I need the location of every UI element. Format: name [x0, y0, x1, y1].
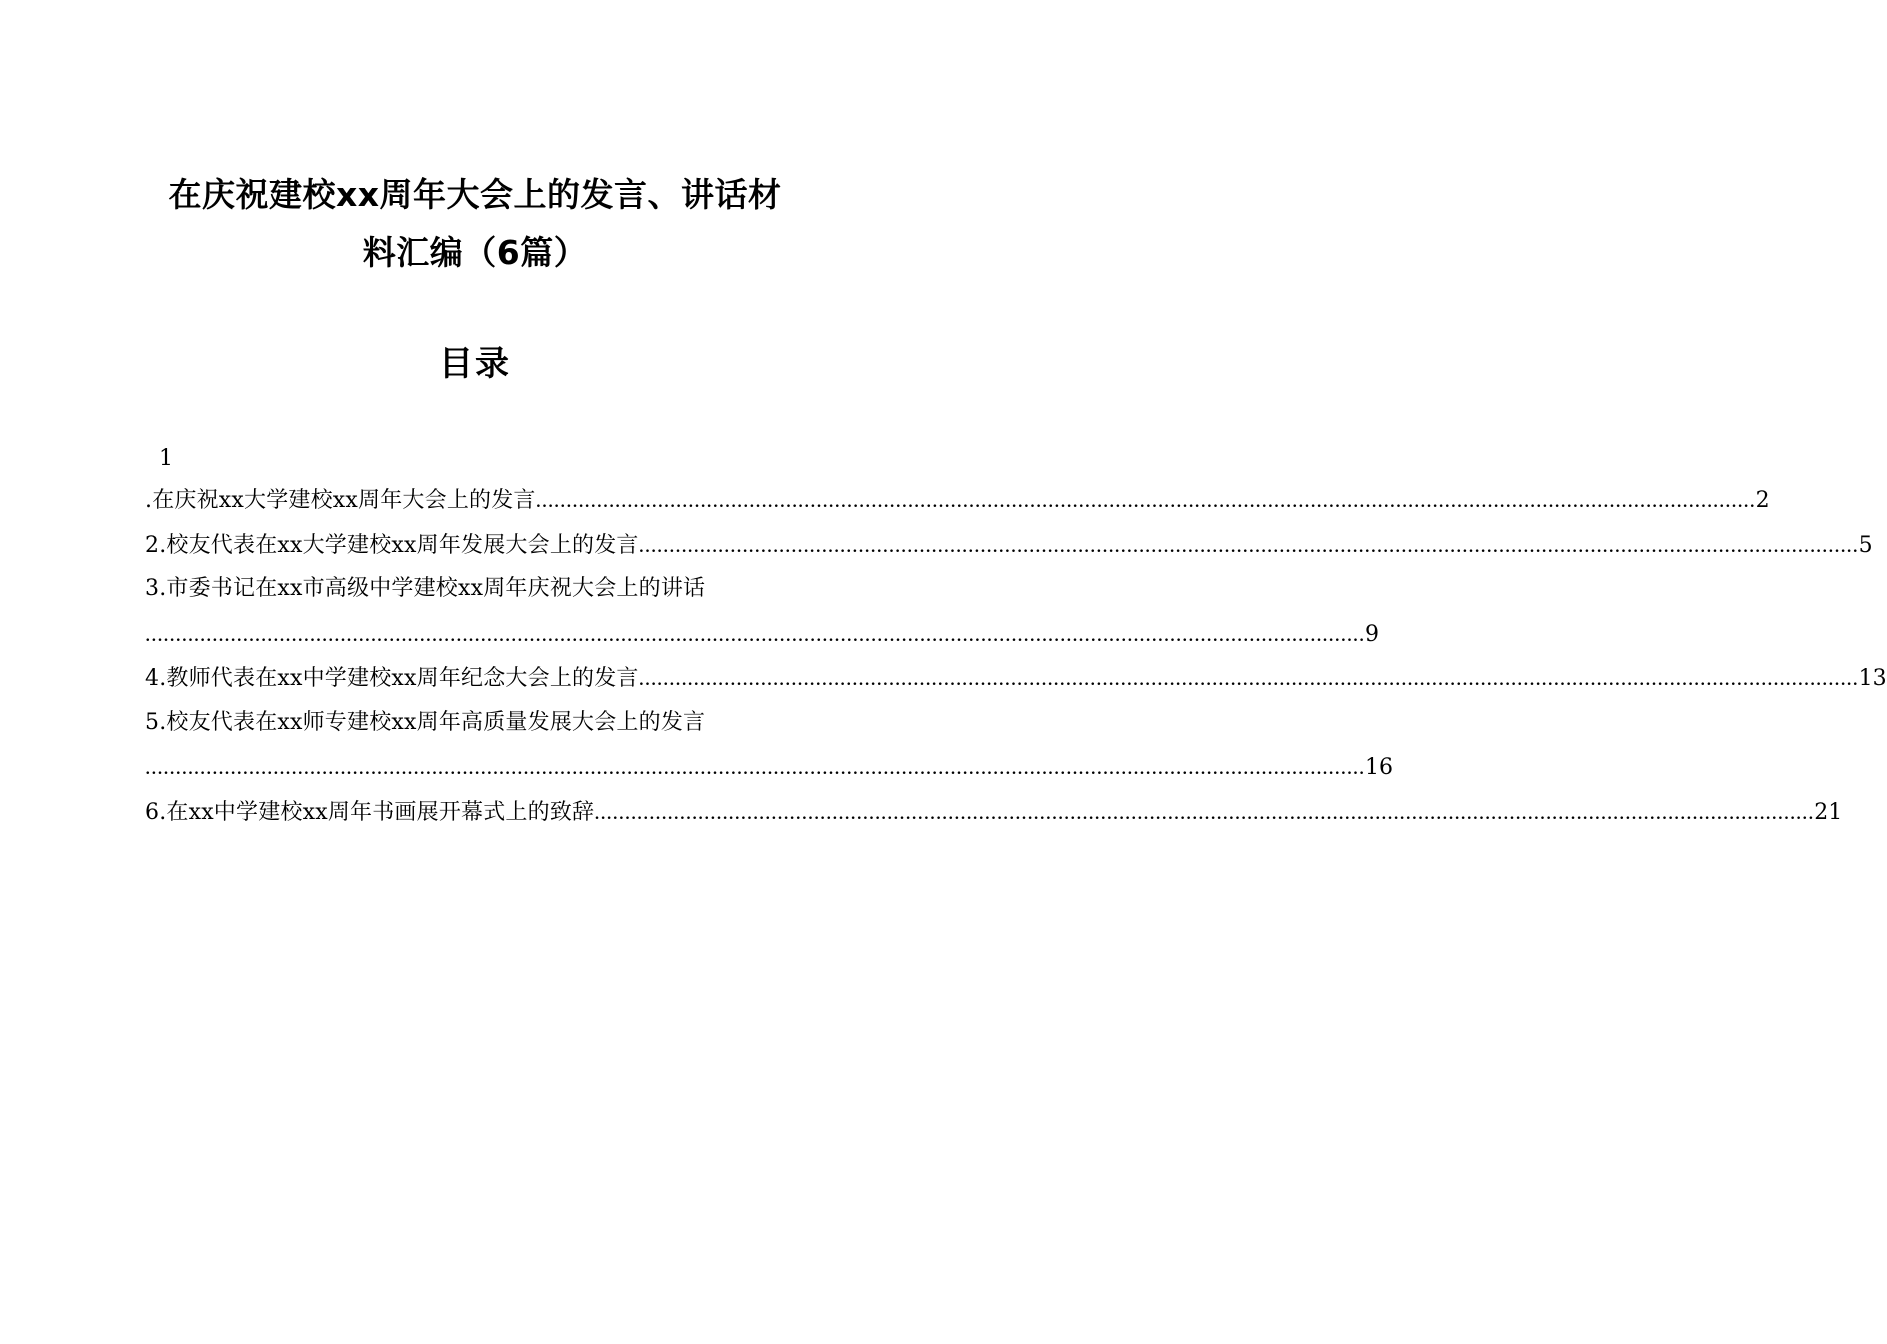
toc-entry-2-title: 2.校友代表在xx大学建校xx周年发展大会上的发言 — [145, 532, 639, 558]
toc-entry-3-page: 9 — [1365, 621, 1379, 647]
toc-entry-5[interactable] — [145, 701, 805, 746]
toc-entry-4-page: 13 — [1858, 666, 1887, 691]
toc-leader-dots: ........................................................................................................................................................................................................ — [638, 665, 1859, 690]
toc-entry-1-number: 1 — [159, 446, 173, 471]
toc-leader-dots: ........................................................................................................................................................................................................ — [145, 620, 1365, 646]
toc-entry-5-continuation[interactable] — [145, 745, 1393, 790]
document-title — [120, 166, 830, 282]
toc-entry-2[interactable] — [145, 523, 1873, 568]
toc-entry-3-continuation[interactable] — [145, 612, 1379, 657]
toc-entry-4[interactable] — [145, 656, 1887, 701]
toc-heading: 目录 — [439, 344, 511, 384]
toc-entry-1[interactable] — [145, 478, 1770, 523]
toc-entry-2-page: 5 — [1858, 532, 1873, 558]
toc-entry-6[interactable] — [145, 790, 1843, 835]
toc-leader-dots: ........................................................................................................................................................................................................ — [145, 754, 1365, 779]
title-line-1: 在庆祝建校xx周年大会上的发言、讲话材 — [168, 175, 782, 214]
toc-leader-dots: ........................................................................................................................................................................................................ — [535, 487, 1756, 512]
toc-entry-3[interactable] — [145, 567, 805, 612]
toc-entry-6-page: 21 — [1814, 799, 1843, 825]
table-of-contents — [145, 440, 1887, 834]
toc-entry-1-title: .在庆祝xx大学建校xx周年大会上的发言 — [145, 488, 536, 513]
toc-entry-5-page: 16 — [1365, 755, 1393, 780]
toc-entry-6-title: 6.在xx中学建校xx周年书画展开幕式上的致辞 — [145, 799, 595, 825]
toc-entry-3-title: 3.市委书记在xx市高级中学建校xx周年庆祝大会上的讲话 — [145, 576, 706, 601]
toc-entry-4-title: 4.教师代表在xx中学建校xx周年纪念大会上的发言 — [145, 666, 639, 691]
toc-entry-1-page: 2 — [1755, 488, 1770, 513]
toc-leader-dots: ........................................................................................................................................................................................................ — [594, 798, 1815, 824]
title-line-2: 料汇编（6篇） — [362, 233, 588, 272]
toc-leader-dots: ........................................................................................................................................................................................................ — [638, 531, 1859, 557]
toc-entry-5-title: 5.校友代表在xx师专建校xx周年高质量发展大会上的发言 — [145, 709, 706, 735]
